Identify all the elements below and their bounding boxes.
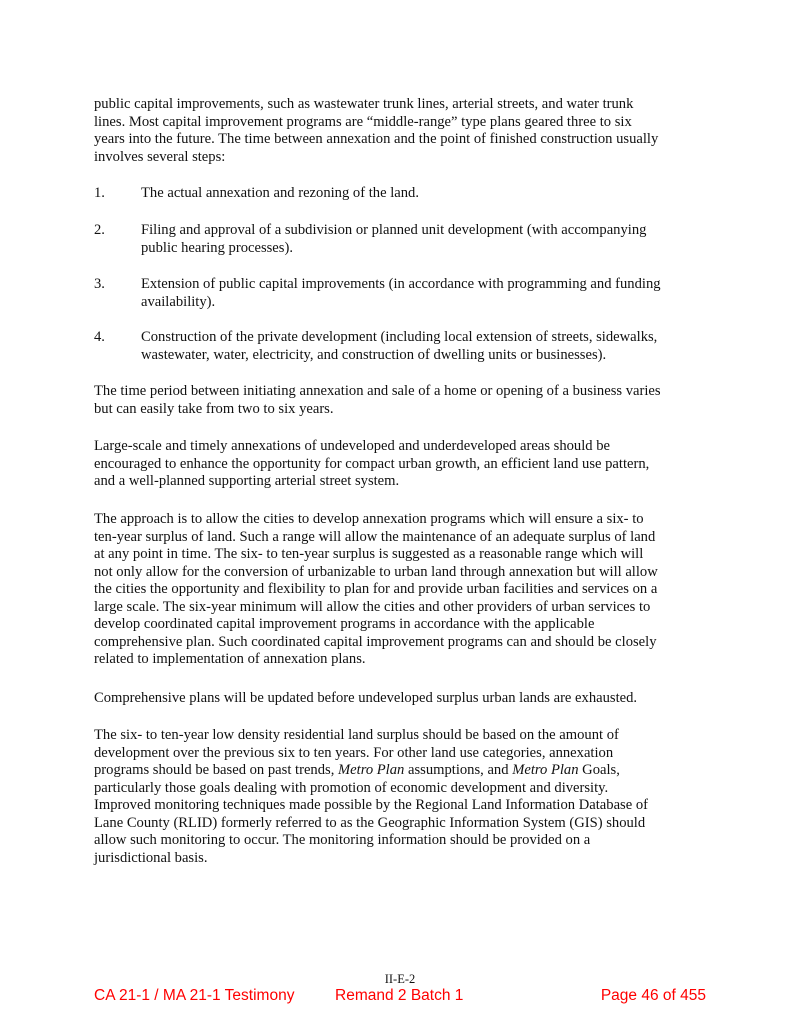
- footer-testimony: CA 21-1 / MA 21-1 Testimony: [94, 987, 295, 1004]
- text-segment: The time period between initiating annexation and sale of a home or opening of a business varies: [94, 383, 661, 399]
- text-line: [94, 564, 734, 582]
- footer-batch: Remand 2 Batch 1: [335, 987, 464, 1004]
- footer-page-count: Page 46 of 455: [600, 987, 706, 1004]
- text-segment: jurisdictional basis.: [94, 849, 208, 866]
- text-segment: ten-year surplus of land. Such a range will allow the maintenance of an adequate surplus of land: [94, 528, 656, 545]
- text-segment: Comprehensive plans will be updated before undeveloped surplus urban lands are exhausted.: [94, 690, 638, 706]
- text-segment: programs should be based on past trends,: [94, 762, 338, 778]
- text-segment: encouraged to enhance the opportunity for compact urban growth, an efficient land use pattern,: [94, 455, 650, 472]
- text-line: availability).: [141, 293, 216, 310]
- text-line: [94, 581, 734, 599]
- text-segment: develop coordinated capital improvement programs in accordance with the applicable: [94, 616, 595, 632]
- text-line: [94, 96, 734, 114]
- text-segment: and a well-planned supporting arterial street system.: [94, 473, 400, 489]
- step-number: 2.: [94, 222, 105, 238]
- text-segment: related to implementation of annexation plans.: [94, 651, 366, 667]
- text-line: [94, 634, 734, 652]
- text-line: The actual annexation and rezoning of the land.: [141, 185, 419, 201]
- text-line: [94, 149, 734, 167]
- text-line: [94, 727, 734, 745]
- text-segment: not only allow for the conversion of urbanizable to urban land through annexation but will allow: [94, 563, 658, 580]
- text-segment: Large-scale and timely annexations of undeveloped and underdeveloped areas should be: [94, 438, 610, 454]
- text-segment: The six- to ten-year low density residential land surplus should be based on the amount of: [94, 727, 619, 743]
- step-number: 1.: [94, 185, 105, 201]
- text-line: [94, 401, 734, 419]
- text-segment: assumptions, and: [404, 762, 513, 778]
- text-line: [94, 616, 734, 634]
- text-line: [94, 762, 734, 780]
- text-segment: The approach is to allow the cities to develop annexation programs which will ensure a six- to: [94, 511, 644, 527]
- text-segment: lines. Most capital improvement programs are “middle-range” type plans geared three to six: [94, 113, 632, 130]
- text-line: [94, 456, 734, 474]
- text-segment: Lane County (RLID) formerly referred to as the Geographic Information System (GIS) should: [94, 814, 646, 831]
- text-line: [94, 529, 734, 547]
- paragraph-land-surplus: [94, 727, 734, 867]
- step-text: [141, 185, 419, 203]
- text-line: [94, 383, 734, 401]
- text-segment: development over the previous six to ten years. For other land use categories, annexation: [94, 744, 614, 761]
- italic-text: Metro Plan: [338, 762, 405, 778]
- text-line: public hearing processes).: [141, 239, 293, 256]
- text-segment: large scale. The six-year minimum will allow the cities and other providers of urban services to: [94, 598, 651, 615]
- text-segment: particularly those goals dealing with promotion of economic development and diversity.: [94, 779, 609, 796]
- text-segment: public capital improvements, such as wastewater trunk lines, arterial streets, and water trunk: [94, 96, 634, 112]
- text-line: [94, 511, 734, 529]
- italic-text: Metro Plan: [512, 762, 579, 778]
- text-segment: allow such monitoring to occur. The monitoring information should be provided on a: [94, 832, 591, 848]
- step-text: [141, 222, 646, 257]
- text-line: [94, 131, 734, 149]
- paragraph-time-period: [94, 383, 734, 418]
- text-segment: Goals,: [578, 762, 620, 778]
- text-line: [94, 599, 734, 617]
- page-number: II-E-2: [384, 972, 416, 986]
- text-line: [94, 114, 734, 132]
- text-line: [94, 780, 734, 798]
- text-line: [94, 546, 734, 564]
- text-segment: years into the future. The time between annexation and the point of finished construction usually: [94, 131, 659, 147]
- paragraph-comprehensive-plans: [94, 690, 734, 708]
- text-line: [94, 815, 734, 833]
- step-number: 4.: [94, 329, 105, 345]
- paragraph-large-scale: [94, 438, 734, 491]
- text-line: [94, 797, 734, 815]
- step-text: [141, 276, 661, 311]
- text-line: [94, 745, 734, 763]
- text-line: [94, 438, 734, 456]
- text-segment: Improved monitoring techniques made possible by the Regional Land Information Database of: [94, 797, 649, 813]
- text-line: Filing and approval of a subdivision or planned unit development (with accompanying: [141, 222, 647, 238]
- text-segment: the cities the opportunity and flexibility to plan for and provide urban facilities and services on a: [94, 581, 658, 597]
- text-line: Construction of the private development (including local extension of streets, sidewalks,: [141, 329, 658, 345]
- text-segment: but can easily take from two to six years.: [94, 400, 334, 417]
- paragraph-intro: [94, 96, 734, 166]
- step-number: 3.: [94, 276, 105, 292]
- text-line: [94, 850, 734, 868]
- text-line: [94, 651, 734, 669]
- paragraph-approach: [94, 511, 734, 669]
- text-line: Extension of public capital improvements (in accordance with programming and funding: [141, 276, 661, 292]
- text-segment: involves several steps:: [94, 148, 226, 165]
- text-segment: at any point in time. The six- to ten-year surplus is suggested as a reasonable range which will: [94, 546, 644, 562]
- text-segment: comprehensive plan. Such coordinated capital improvement programs can and should be closely: [94, 633, 657, 650]
- step-text: [141, 329, 657, 364]
- text-line: [94, 473, 734, 491]
- text-line: [94, 832, 734, 850]
- text-line: wastewater, water, electricity, and construction of dwelling units or businesses).: [141, 346, 607, 363]
- text-line: [94, 690, 734, 708]
